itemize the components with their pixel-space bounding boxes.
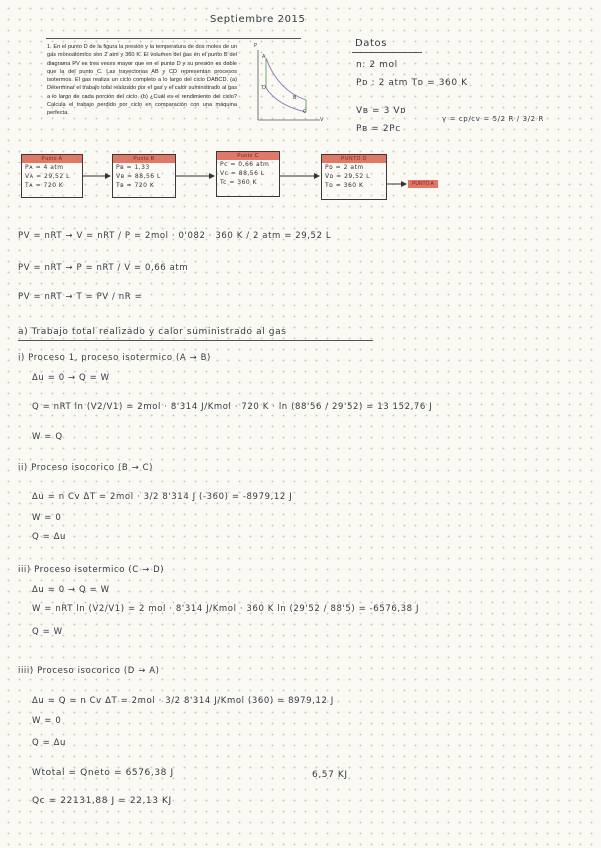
calc-line-1: PV = nRT → V = nRT / P = 2mol · 0'082 · 360 K / 2 atm = 29,52 L — [18, 231, 332, 241]
point-b-line-3: Tʙ = 720 K — [116, 182, 155, 189]
datos-gamma: γ = cp/cv = 5/2 R / 3/2 R — [442, 115, 544, 123]
datos-vb: Vʙ = 3 Vᴅ — [356, 106, 407, 116]
point-a-line-2: Vᴀ = 29,52 L — [25, 173, 70, 180]
section-a-heading: a) Trabajo total realizado y calor suministrado al gas — [18, 327, 287, 337]
section-a-underline — [18, 340, 373, 341]
point-c-line-2: Vc = 88,56 L — [220, 170, 265, 177]
proc2-line-1: Δu = n Cv ΔT = 2mol · 3/2 8'314 J (-360) = -8979,12 J — [32, 492, 293, 502]
point-d-header: PUNTO D — [322, 155, 386, 163]
datos-pb: Pʙ = 2Pc — [356, 124, 401, 134]
point-b-line-1: Pʙ = 1,33 — [116, 164, 150, 171]
diagram-p-label: P — [254, 43, 258, 49]
arrow-label-punto-a: PUNTO A — [408, 180, 438, 188]
proc3-line-3: Q = W — [32, 627, 63, 637]
proc4-title: iiii) Proceso isocorico (D → A) — [18, 666, 160, 676]
heat-supplied: Qc = 22131,88 J = 22,13 KJ — [32, 796, 172, 806]
point-a-header: Punto A — [22, 155, 82, 163]
total-work-kj: 6,57 KJ — [312, 770, 348, 780]
diagram-v-label: V — [320, 117, 325, 123]
page-title: Septiembre 2015 — [210, 14, 306, 25]
proc4-line-2: W = 0 — [32, 716, 62, 726]
proc1-line-3: W = Q — [32, 432, 63, 442]
total-work: Wtotal = Qneto = 6576,38 J — [32, 768, 174, 778]
point-b-header: Punto B — [113, 155, 175, 163]
point-arrows — [0, 0, 601, 220]
point-a-line-3: Tᴀ = 720 K — [25, 182, 64, 189]
proc2-line-3: Q = Δu — [32, 532, 67, 542]
proc1-line-1: Δu = 0 → Q = W — [32, 373, 110, 383]
diagram-c-label: C — [303, 109, 308, 115]
point-c-line-1: Pc = 0,66 atm — [220, 161, 270, 168]
proc4-line-1: Δu = Q = n Cv ΔT = 2mol · 3/2 8'314 J/Kmol (360) = 8979,12 J — [32, 696, 334, 706]
point-a-line-1: Pᴀ = 4 atm — [25, 164, 64, 171]
proc3-line-2: W = nRT ln (V2/V1) = 2 mol · 8'314 J/Kmol · 360 K ln (29'52 / 88'5) = -6576,38 J — [32, 604, 420, 614]
point-c-header: Punto C — [217, 152, 279, 160]
datos-title: Datos — [355, 38, 388, 49]
proc3-line-1: Δu = 0 → Q = W — [32, 585, 110, 595]
problem-text: 1. En el punto D de la figura la presión y la temperatura de dos moles de un gas monoatómico son 2 atm y 360 K. El volumen del gas en el punto B del diagrama PV es tres veces mayor que en el punto D y su presión es doble que la del punto C. Las trayectorias AB y CD representan procesos isotermos. El gas realiza un ciclo completo a lo largo del ciclo DABCD. (a) Determinar el trabajo total realizado por el gas y el calor suministrado al gas a lo largo de cada porción del ciclo. (b) ¿Cuál es el rendimiento del ciclo? Calcula el trabajo perdido por ciclo en comparación con una máquina perfecta. — [47, 44, 237, 117]
proc2-title: ii) Proceso isocorico (B → C) — [18, 463, 154, 473]
diagram-d-label: D — [262, 85, 267, 91]
point-c-line-3: Tc = 360 K — [220, 179, 258, 186]
proc3-title: iii) Proceso isotermico (C → D) — [18, 565, 165, 575]
datos-pd-td: Pᴅ : 2 atm Tᴅ = 360 K — [356, 78, 468, 88]
diagram-a-label: A — [262, 54, 267, 60]
calc-line-3: PV = nRT → T = PV / nR = — [18, 292, 143, 302]
diagram-b-label: B — [293, 95, 298, 101]
datos-n: n: 2 mol — [356, 60, 398, 70]
proc1-line-2: Q = nRT ln (V2/V1) = 2mol · 8'314 J/Kmol · 720 K · ln (88'56 / 29'52) = 13 152,76 J — [32, 402, 433, 412]
point-d-line-3: Tᴅ = 360 K — [325, 182, 364, 189]
point-b-line-2: Vʙ = 88,56 L — [116, 173, 161, 180]
point-d-line-1: Pᴅ = 2 atm — [325, 164, 364, 171]
proc2-line-2: W = 0 — [32, 513, 62, 523]
proc1-title: i) Proceso 1, proceso isotermico (A → B) — [18, 353, 211, 363]
calc-line-2: PV = nRT → P = nRT / V = 0,66 atm — [18, 263, 189, 273]
proc4-line-3: Q = Δu — [32, 738, 67, 748]
point-d-line-2: Vᴅ = 29,52 L — [325, 173, 371, 180]
